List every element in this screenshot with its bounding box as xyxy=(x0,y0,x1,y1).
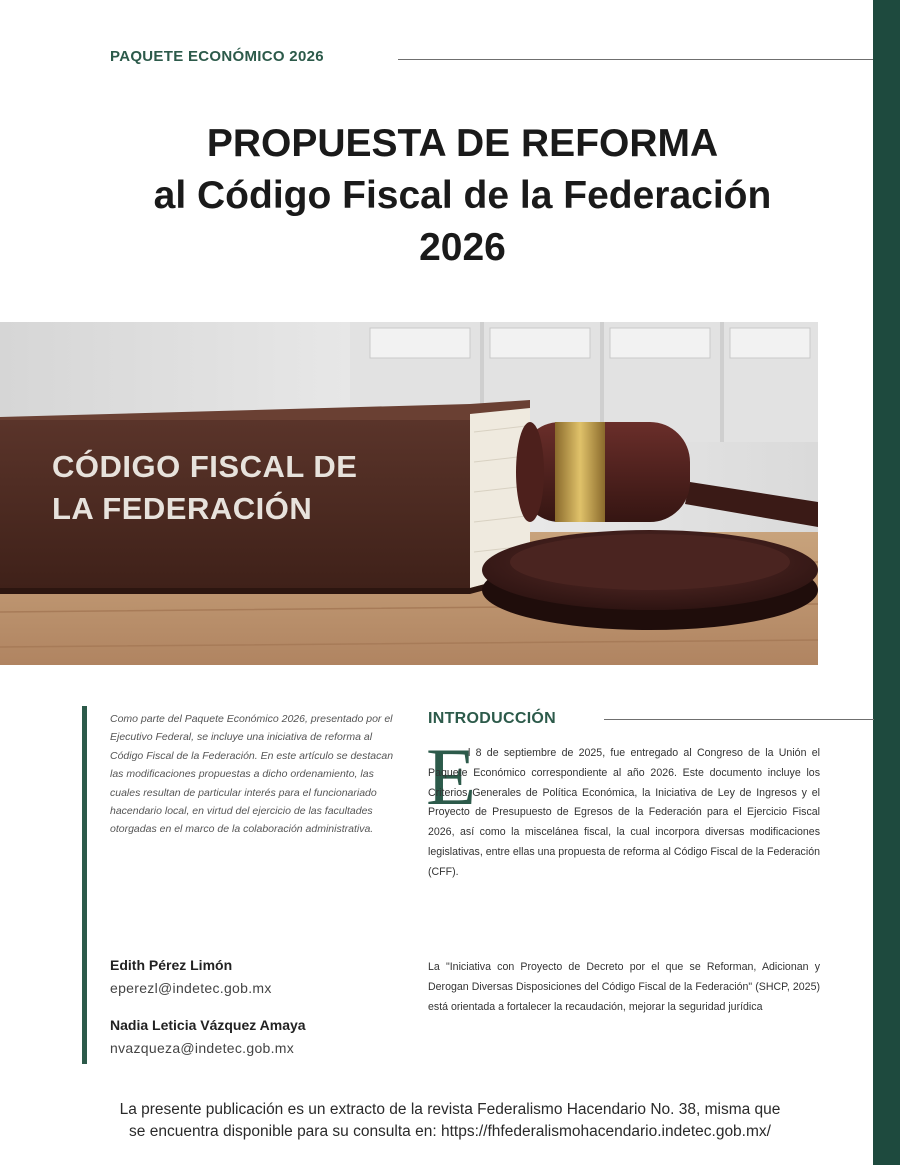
page-title xyxy=(60,118,865,274)
footer-line-2: se encuentra disponible para su consulta en: https://fhfederalismohacendario.indetec.gob.mx/ xyxy=(129,1123,771,1140)
section-label: PAQUETE ECONÓMICO 2026 xyxy=(110,48,324,65)
book-title-line-1: CÓDIGO FISCAL DE xyxy=(52,449,358,484)
introduction-paragraph: La "Iniciativa con Proyecto de Decreto por el que se Reforman, Adicionan y Derogan Diversas Disposiciones del Código Fiscal de la Federación" (SHCP, 2025) está orientada a fortalecer la recaudación, mejorar la seguridad jurídica xyxy=(428,961,820,1013)
author-email[interactable]: eperezl@indetec.gob.mx xyxy=(110,980,272,996)
title-line-3: 2026 xyxy=(419,226,506,269)
author-name: Nadia Leticia Vázquez Amaya xyxy=(110,1017,306,1033)
introduction-paragraph: l 8 de septiembre de 2025, fue entregado al Congreso de la Unión el Paquete Económico correspondiente al año 2026. Este documento incluye los Criterios Generales de Política Económica, la Iniciativa de Ley de Ingresos y el Proyecto de Presupuesto de Egresos de la Federación para el Ejercicio Fiscal 2026, así como la miscelánea fiscal, la cual incorpora diversas modificaciones legislativas, entre ellas una propuesta de reforma al Código Fiscal de la Federación (CFF). xyxy=(428,747,820,878)
abstract-text: Como parte del Paquete Económico 2026, presentado por el Ejecutivo Federal, se incluye una iniciativa de reforma al Código Fiscal de la Federación. En este artículo se destacan las modificaciones propuestas a dicho ordenamiento, las cuales resultan de particular interés para el funcionariado hacendario local, en virtud del ejercicio de las facultades otorgadas en el marco de la colaboración administrativa. xyxy=(110,713,394,836)
book-title-line-2: LA FEDERACIÓN xyxy=(52,491,313,526)
footer-note xyxy=(40,1099,860,1143)
title-line-1: PROPUESTA DE REFORMA xyxy=(206,122,719,165)
abstract-accent-bar xyxy=(82,706,87,1064)
footer-line-1: La presente publicación es un extracto de la revista Federalismo Hacendario No. 38, misma que xyxy=(119,1101,781,1118)
author-email[interactable]: nvazqueza@indetec.gob.mx xyxy=(110,1040,295,1056)
title-line-2: al Código Fiscal de la Federación xyxy=(153,174,772,217)
drop-cap: E xyxy=(426,731,477,822)
introduction-heading: INTRODUCCIÓN xyxy=(428,710,557,727)
introduction-divider xyxy=(604,719,874,720)
header-divider xyxy=(398,59,873,60)
book-cover-title xyxy=(52,446,452,530)
hero-image xyxy=(0,322,818,665)
author-name: Edith Pérez Limón xyxy=(110,957,233,973)
side-accent-bar xyxy=(873,0,900,1165)
